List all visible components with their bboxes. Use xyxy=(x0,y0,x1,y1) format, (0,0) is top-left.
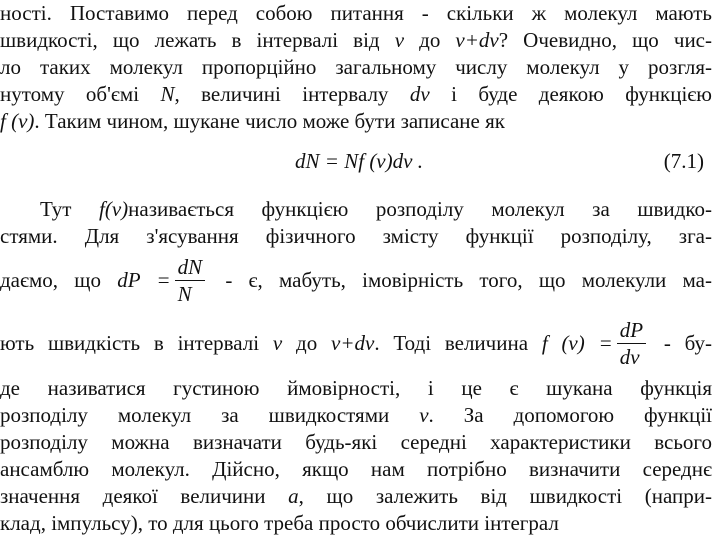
text-line-12 xyxy=(0,429,712,455)
math-function: f (v) xyxy=(0,109,35,133)
fraction-numerator: dN xyxy=(175,255,206,281)
math-variable: v xyxy=(394,28,405,52)
text-segment: де називатися густиною ймовірності, і це є шукана функція xyxy=(0,376,712,400)
fraction-denominator: dv xyxy=(619,344,640,369)
math-variable: dv xyxy=(409,82,430,106)
text-line-13 xyxy=(0,456,712,482)
math-variable: a xyxy=(288,484,299,508)
text-segment: , величині інтервалу xyxy=(174,82,410,106)
text-line-15 xyxy=(0,510,559,536)
text-segment: до xyxy=(404,28,456,52)
text-segment: клад, імпульсу), то для цього треба просто обчислити інтеграл xyxy=(0,511,559,535)
text-segment: і буде деякою функцією xyxy=(429,82,712,106)
text-line-14 xyxy=(0,483,712,509)
fraction-dN-over-N xyxy=(175,255,206,306)
math-lhs: f (v) = xyxy=(541,331,613,355)
text-line-4 xyxy=(0,81,712,107)
text-segment: стями. Для з'ясування фізичного змісту функції розподілу, зга- xyxy=(0,224,712,248)
math-variable: N xyxy=(160,82,175,106)
text-line-5 xyxy=(0,108,505,134)
text-segment: . Таким чином, шукане число може бути записане як xyxy=(34,109,505,133)
text-segment: нутому об'ємі xyxy=(0,82,161,106)
text-segment: , що залежить від швидкості (напри- xyxy=(298,484,712,508)
text-segment: Тут xyxy=(40,197,100,221)
text-segment: - є, мабуть, імовірність того, що молекули ма- xyxy=(209,268,712,292)
text-segment: до xyxy=(282,331,332,355)
math-variable: v xyxy=(419,403,429,427)
text-segment: даємо, що xyxy=(0,268,118,292)
text-line-7 xyxy=(0,223,712,249)
equation-7-1 xyxy=(0,148,718,174)
text-segment: ансамблю молекул. Дійсно, якщо нам потрібно визначити середнє xyxy=(0,457,712,481)
math-function: f(v) xyxy=(99,197,129,221)
text-segment: швидкості, що лежать в інтервалі від xyxy=(0,28,395,52)
text-line-3 xyxy=(0,54,712,80)
text-segment: значення деякої величини xyxy=(0,484,289,508)
text-segment: . Тоді величина xyxy=(374,331,542,355)
math-lhs: dP = xyxy=(117,268,171,292)
text-segment: розподілу можна визначати будь-які середні характеристики всього xyxy=(0,430,712,454)
fraction-denominator: N xyxy=(177,281,192,306)
text-line-8 xyxy=(0,250,712,310)
fraction-numerator: dP xyxy=(617,318,646,344)
text-line-9 xyxy=(0,313,712,373)
text-line-11 xyxy=(0,402,712,428)
text-segment: ності. Поставимо перед собою питання - скільки ж молекул мають xyxy=(0,1,712,25)
math-variable: v xyxy=(272,331,283,355)
text-segment: розподілу молекул за швидкостями xyxy=(0,403,420,427)
fraction-dP-over-dv xyxy=(617,318,646,369)
text-segment: . За допомогою функції xyxy=(428,403,712,427)
math-variable: v+dv xyxy=(455,28,499,52)
text-segment: ? Очевидно, що чис- xyxy=(498,28,712,52)
text-line-2 xyxy=(0,27,712,53)
text-segment: називається функцією розподілу молекул за швидко- xyxy=(128,197,712,221)
text-segment: - бу- xyxy=(650,331,713,355)
text-line-10 xyxy=(0,375,712,401)
text-segment: ють швидкість в інтервалі xyxy=(0,331,273,355)
math-variable: v+dv xyxy=(331,331,375,355)
text-line-1 xyxy=(0,0,712,26)
equation-number: (7.1) xyxy=(663,149,704,173)
text-segment: ло таких молекул пропорційно загальному числу молекул у розгля- xyxy=(0,55,712,79)
equation-expression: dN = Nf (v)dv . xyxy=(295,149,423,173)
text-line-6 xyxy=(0,196,712,222)
